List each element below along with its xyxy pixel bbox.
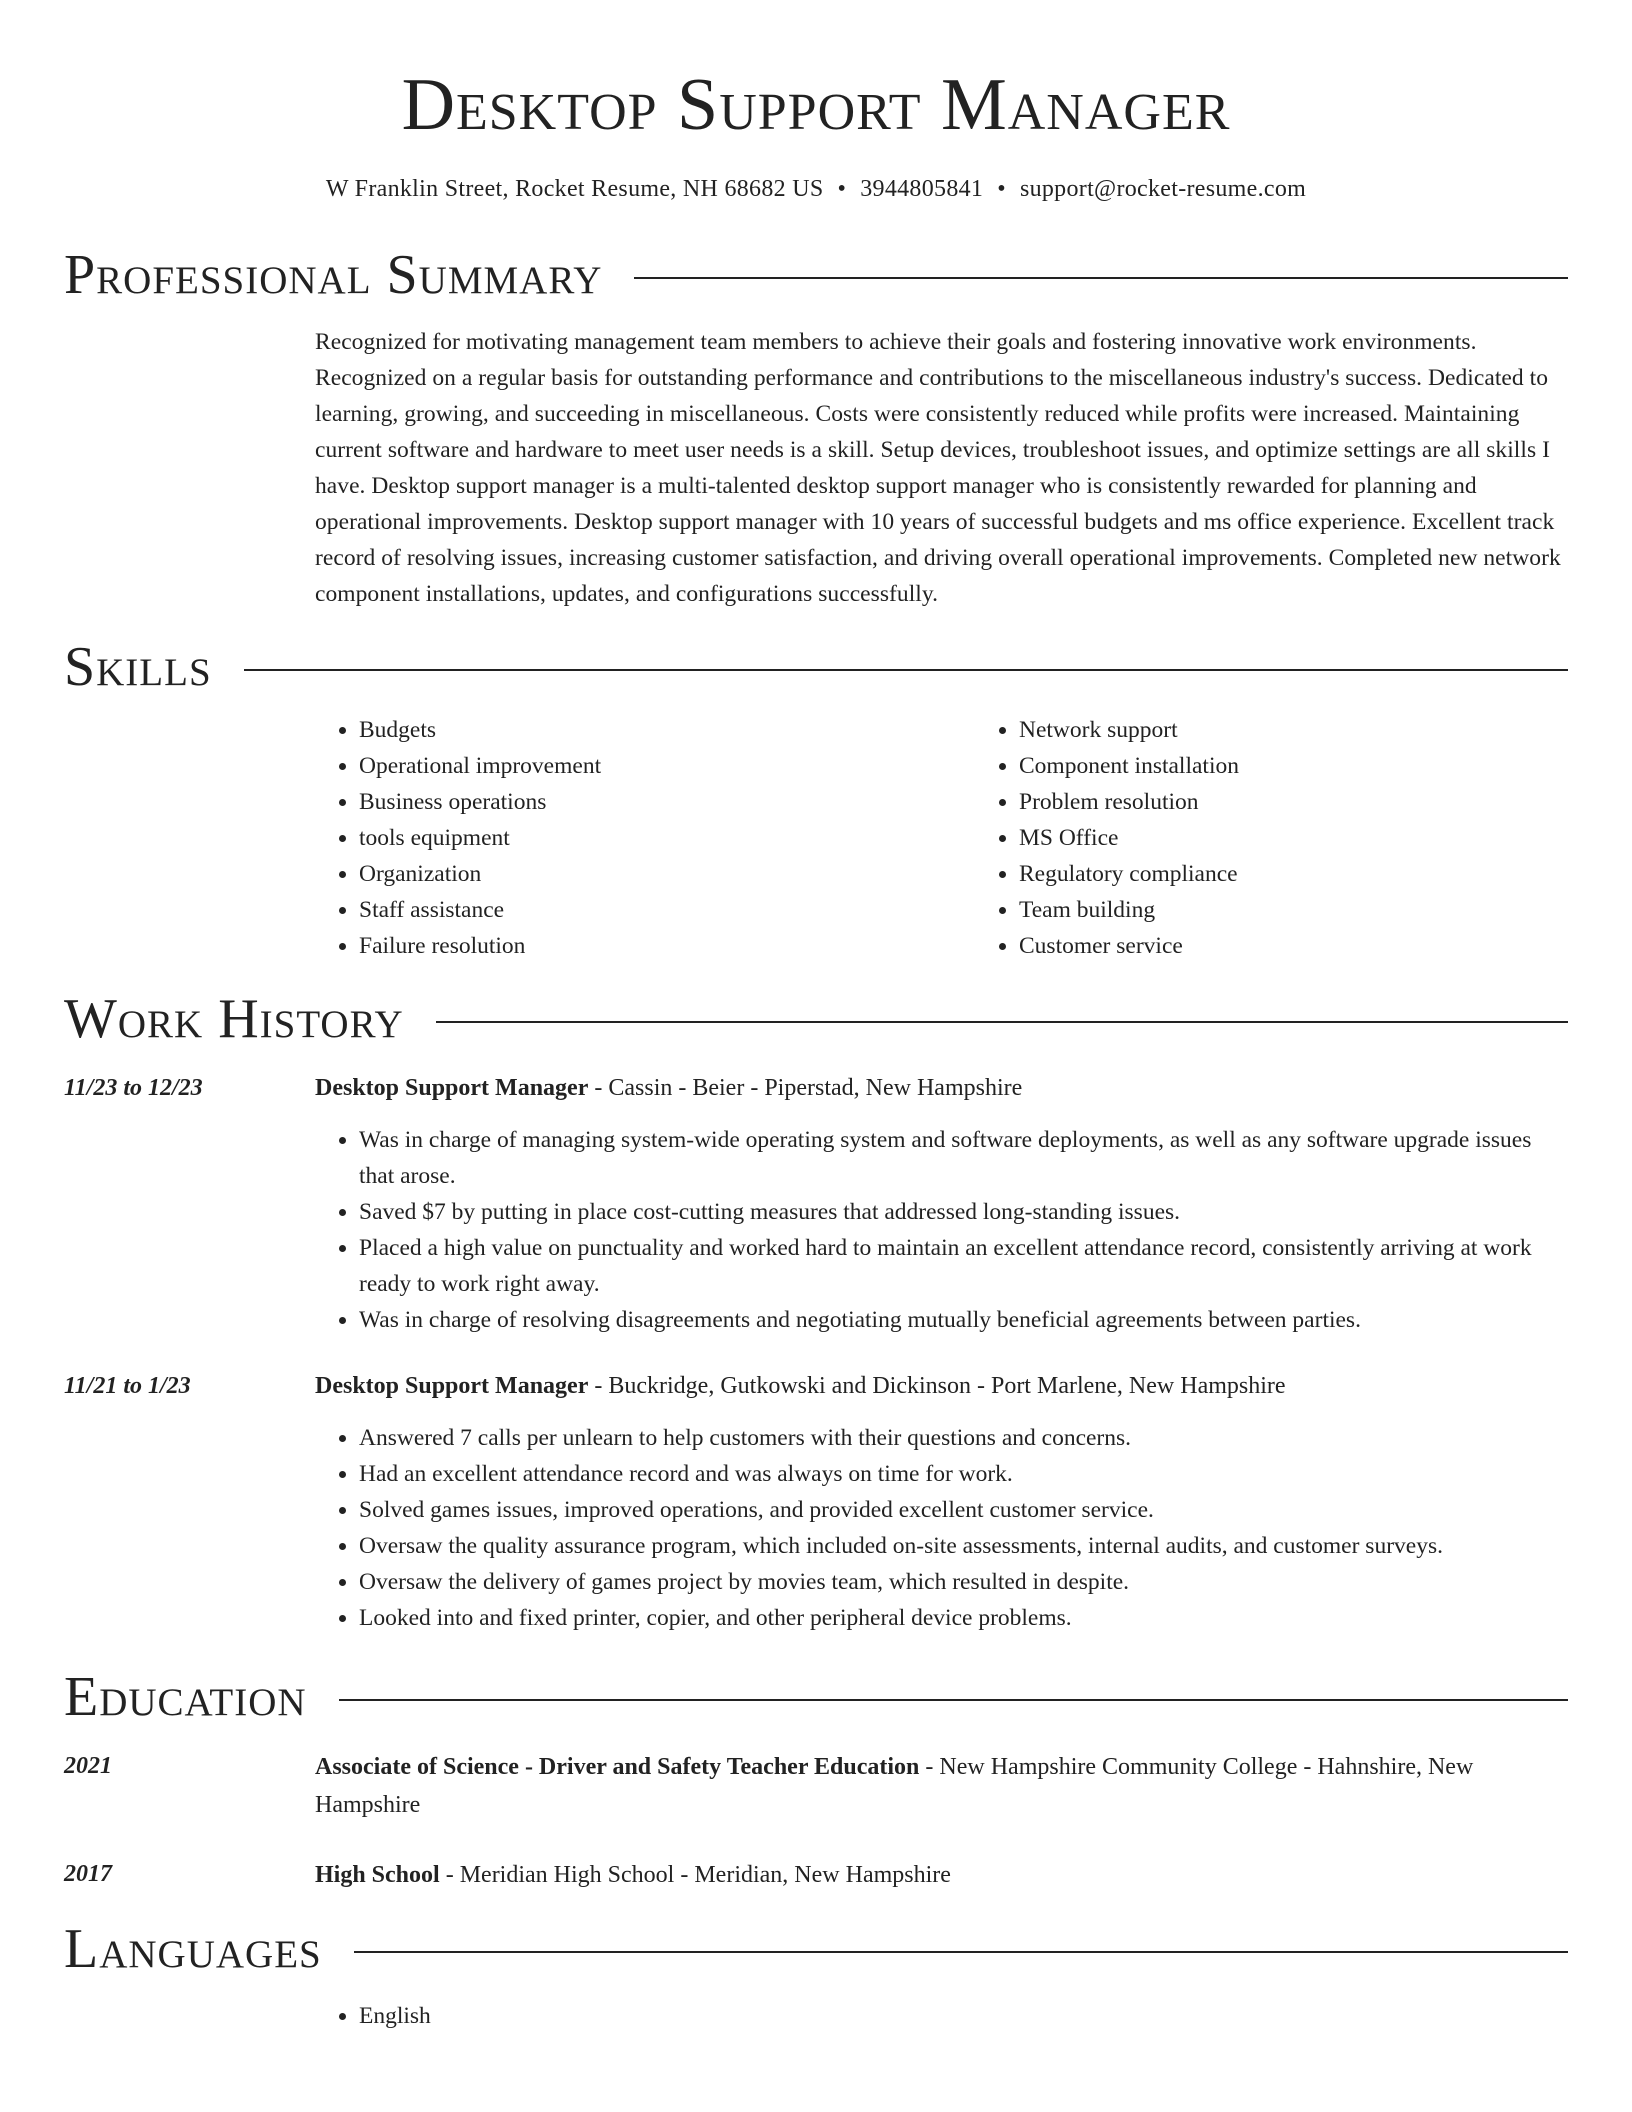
contact-email: support@rocket-resume.com	[1019, 176, 1307, 202]
languages-details	[315, 1998, 1568, 2034]
job-bullet: • Looked into and fixed printer, copier, and other peripheral device problems.	[359, 1600, 1568, 1636]
education-entry	[64, 1748, 1568, 1824]
contact-phone: 3944805841	[860, 176, 984, 202]
job-bullet: • Was in charge of managing system-wide operating system and software deployments, as well as any software upgrade issues that arose.	[359, 1122, 1568, 1194]
education-year: 2021	[64, 1753, 112, 1779]
contact-line	[64, 172, 1568, 206]
education-school: - Meridian High School - Meridian, New Hampshire	[439, 1862, 951, 1888]
languages-list	[315, 1998, 1568, 2034]
job-bullet: • Saved $7 by putting in place cost-cutting measures that addressed long-standing issues.	[359, 1194, 1568, 1230]
job-dates: 11/23 to 12/23	[64, 1075, 203, 1101]
work-section-header	[64, 984, 1568, 1054]
job-entry	[64, 1368, 1568, 1636]
skills-list-right	[975, 712, 1632, 964]
skill-item: • Operational improvement	[359, 748, 975, 784]
job-bullet: • Oversaw the quality assurance program, which included on-site assessments, internal audits, and customer surveys.	[359, 1528, 1568, 1564]
education-entry	[64, 1856, 1568, 1894]
job-bullets	[315, 1122, 1568, 1338]
resume-page	[64, 0, 1568, 2034]
languages-row	[64, 1998, 1568, 2034]
job-bullet: • Placed a high value on punctuality and worked hard to maintain an excellent attendance record, consistently arriving at work ready to work right away.	[359, 1230, 1568, 1302]
job-employer: - Buckridge, Gutkowski and Dickinson - Port Marlene, New Hampshire	[588, 1373, 1286, 1399]
job-bullet: • Solved games issues, improved operations, and provided excellent customer service.	[359, 1492, 1568, 1528]
job-employer: - Cassin - Beier - Piperstad, New Hampshire	[588, 1075, 1023, 1101]
skill-item: • tools equipment	[359, 820, 975, 856]
section-divider	[244, 669, 1568, 671]
section-divider	[354, 1951, 1568, 1953]
job-title: Desktop Support Manager	[315, 1373, 589, 1399]
job-bullet: • Had an excellent attendance record and was always on time for work.	[359, 1456, 1568, 1492]
summary-row	[64, 310, 1568, 612]
education-degree: High School	[315, 1862, 440, 1888]
skills-heading: Skills	[64, 636, 212, 698]
education-heading: Education	[64, 1666, 307, 1728]
skill-item: • Business operations	[359, 784, 975, 820]
summary-spacer	[64, 310, 315, 612]
summary-heading: Professional Summary	[64, 244, 603, 306]
skills-spacer	[64, 712, 315, 964]
skill-item: • Network support	[1019, 712, 1632, 748]
education-details	[315, 1856, 1568, 1894]
languages-section-header	[64, 1914, 1568, 1984]
skill-item: • Staff assistance	[359, 892, 975, 928]
summary-section-header	[64, 240, 1568, 310]
contact-separator: •	[997, 176, 1006, 202]
section-divider	[634, 277, 1568, 279]
job-bullet: • Was in charge of resolving disagreements and negotiating mutually beneficial agreements between parties.	[359, 1302, 1568, 1338]
job-title: Desktop Support Manager	[315, 1075, 589, 1101]
job-bullet: • Oversaw the delivery of games project by movies team, which resulted in despite.	[359, 1564, 1568, 1600]
resume-name: Desktop Support Manager	[401, 64, 1231, 146]
education-section-header	[64, 1662, 1568, 1732]
skill-item: • Team building	[1019, 892, 1632, 928]
job-details	[315, 1368, 1568, 1636]
skills-list-left	[315, 712, 975, 964]
skills-section-header	[64, 632, 1568, 702]
education-school: - New Hampshire Community College - Hahnshire, New Hampshire	[315, 1754, 1474, 1818]
education-details	[315, 1748, 1568, 1824]
skill-item: • Problem resolution	[1019, 784, 1632, 820]
job-heading	[315, 1368, 1568, 1404]
job-dates: 11/21 to 1/23	[64, 1373, 191, 1399]
job-heading	[315, 1070, 1568, 1106]
skill-item: • Regulatory compliance	[1019, 856, 1632, 892]
education-degree: Associate of Science - Driver and Safety Teacher Education	[315, 1754, 920, 1780]
skill-item: • Organization	[359, 856, 975, 892]
skill-item: • Component installation	[1019, 748, 1632, 784]
summary-text: Recognized for motivating management team members to achieve their goals and fostering innovative work environments. Recognized on a regular basis for outstanding performance and contributions to the miscellaneous industry's success. Dedicated to learning, growing, and succeeding in miscellaneous. Costs were consistently reduced while profits were increased. Maintaining current software and hardware to meet user needs is a skill. Setup devices, troubleshoot issues, and optimize settings are all skills I have. Desktop support manager is a multi-talented desktop support manager who is consistently rewarded for planning and operational improvements. Desktop support manager with 10 years of successful budgets and ms office experience. Excellent track record of resolving issues, increasing customer satisfaction, and driving overall operational improvements. Completed new network component installations, updates, and configurations successfully.	[315, 329, 1561, 607]
education-year: 2017	[64, 1861, 112, 1887]
skills-columns	[315, 712, 1632, 964]
contact-separator: •	[837, 176, 847, 202]
work-heading: Work History	[64, 988, 404, 1050]
job-entry	[64, 1070, 1568, 1338]
skill-item: • MS Office	[1019, 820, 1632, 856]
job-bullets	[315, 1420, 1568, 1636]
languages-spacer	[64, 1998, 315, 2034]
skill-item: • Failure resolution	[359, 928, 975, 964]
job-details	[315, 1070, 1568, 1338]
section-divider	[339, 1699, 1568, 1701]
contact-address: W Franklin Street, Rocket Resume, NH 68682 US	[325, 176, 824, 202]
languages-heading: Languages	[64, 1918, 322, 1980]
skills-row	[64, 712, 1568, 964]
job-bullet: • Answered 7 calls per unlearn to help customers with their questions and concerns.	[359, 1420, 1568, 1456]
skill-item: • Budgets	[359, 712, 975, 748]
section-divider	[436, 1021, 1568, 1023]
skill-item: • Customer service	[1019, 928, 1632, 964]
language-item: • English	[359, 1998, 1568, 2034]
